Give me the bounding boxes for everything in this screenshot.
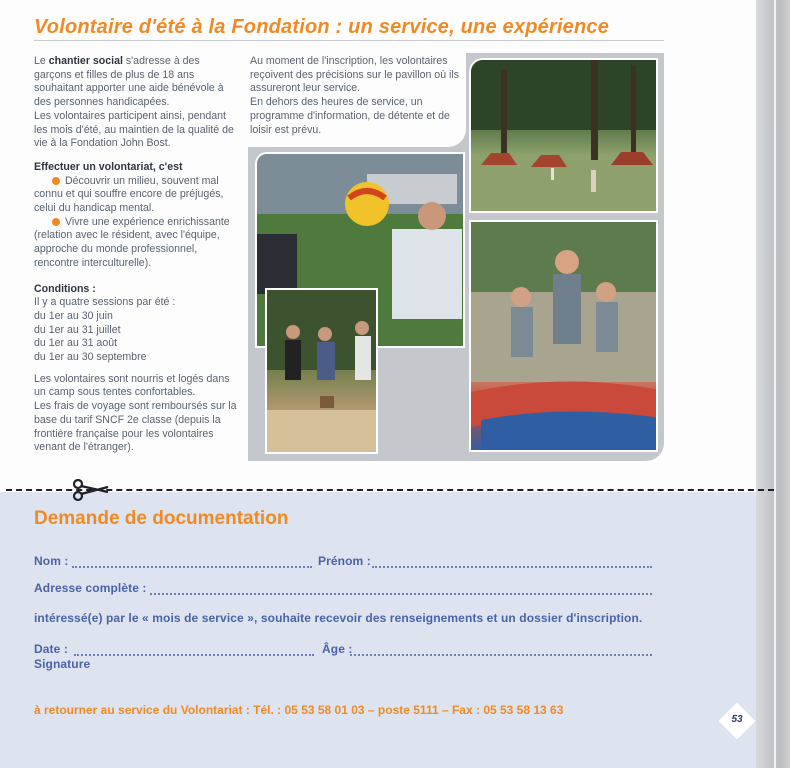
inscription-paragraph: Au moment de l'inscription, les volontaires reçoivent des précisions sur le pavillon où ils assureront leur service. xyxy=(250,55,460,95)
nom-field[interactable] xyxy=(72,566,312,568)
page-title: Volontaire d'été à la Fondation : un service, une expérience xyxy=(34,16,610,38)
volontariat-heading: Effectuer un volontariat, c'est xyxy=(34,160,183,173)
adresse-label: Adresse complète : xyxy=(34,581,147,595)
forest-activity-photo xyxy=(265,288,378,454)
lodging-paragraph: Les volontaires sont nourris et logés dans un camp sous tentes confortables. xyxy=(34,372,230,399)
sessions-intro: Il y a quatre sessions par été : xyxy=(34,296,176,309)
bullet-item-2 xyxy=(34,216,240,271)
intro-rest: s'adresse à des garçons et filles de plus de 18 ans souhaitant apporter une aide bénévole à des personnes handicapées. xyxy=(34,55,224,109)
forest-activity-illustration xyxy=(267,290,378,454)
spacer xyxy=(34,365,240,373)
date-field[interactable] xyxy=(74,654,314,656)
orange-bullet-icon xyxy=(52,177,60,185)
travel-paragraph: Les frais de voyage sont remboursés sur la base du tarif SNCF 2e classe (depuis la frontière française pour les volontaires venant de l'étranger). xyxy=(34,400,237,454)
session-3: du 1er au 31 août xyxy=(34,337,118,350)
form-heading: Demande de documentation xyxy=(34,508,289,529)
intro-prefix: Le xyxy=(34,55,49,67)
participation-paragraph: Les volontaires participent ainsi, pendant les mois d'été, au maintien de la qualité de vie à la Fondation John Bost. xyxy=(34,109,234,150)
return-instructions: à retourner au service du Volontariat : Tél. : 05 53 58 01 03 – poste 5111 – Fax : 05 53 58 13 63 xyxy=(34,703,564,717)
chantier-social-term: chantier social xyxy=(48,55,123,67)
title-divider xyxy=(34,40,664,41)
session-4: du 1er au 30 septembre xyxy=(34,351,147,364)
conditions-heading: Conditions : xyxy=(34,282,96,295)
camp-tents-photo xyxy=(469,58,658,213)
spine-highlight xyxy=(774,0,776,768)
prenom-label: Prénom : xyxy=(318,554,371,568)
session-1: du 1er au 30 juin xyxy=(34,309,113,322)
nom-label: Nom : xyxy=(34,554,69,568)
bullet-text-2: Vivre une expérience enrichissante (relation avec le résident, avec l'équipe, approche du monde professionnel, rencontre interculturelle). xyxy=(34,215,230,269)
interest-statement: intéressé(e) par le « mois de service », souhaite recevoir des renseignements et un dossier d'inscription. xyxy=(34,611,643,625)
camp-tents-illustration xyxy=(471,60,658,213)
page-spine xyxy=(756,0,790,768)
prenom-field[interactable] xyxy=(372,566,652,568)
right-text-column xyxy=(250,55,460,137)
session-2: du 1er au 31 juillet xyxy=(34,323,121,336)
page-number: 53 xyxy=(731,714,743,725)
age-label: Âge : xyxy=(322,642,353,656)
bullet-text-1: Découvrir un milieu, souvent mal connu et qui souffre encore de préjugés, celui du handicap mental. xyxy=(34,174,224,215)
cut-line xyxy=(6,489,774,491)
leisure-paragraph: En dehors des heures de service, un programme d'information, de détente et de loisir est prévu. xyxy=(250,96,450,136)
age-field[interactable] xyxy=(350,654,652,656)
documentation-form xyxy=(0,492,756,768)
orange-bullet-icon xyxy=(52,218,60,226)
scissors-icon xyxy=(72,478,110,502)
signature-label: Signature xyxy=(34,657,91,671)
adresse-field[interactable] xyxy=(150,593,652,595)
canoe-group-illustration xyxy=(471,222,658,452)
bullet-item-1 xyxy=(34,175,240,216)
left-text-column xyxy=(34,55,240,455)
date-label: Date : xyxy=(34,642,68,656)
intro-paragraph xyxy=(34,55,240,110)
canoe-group-photo xyxy=(469,220,658,452)
